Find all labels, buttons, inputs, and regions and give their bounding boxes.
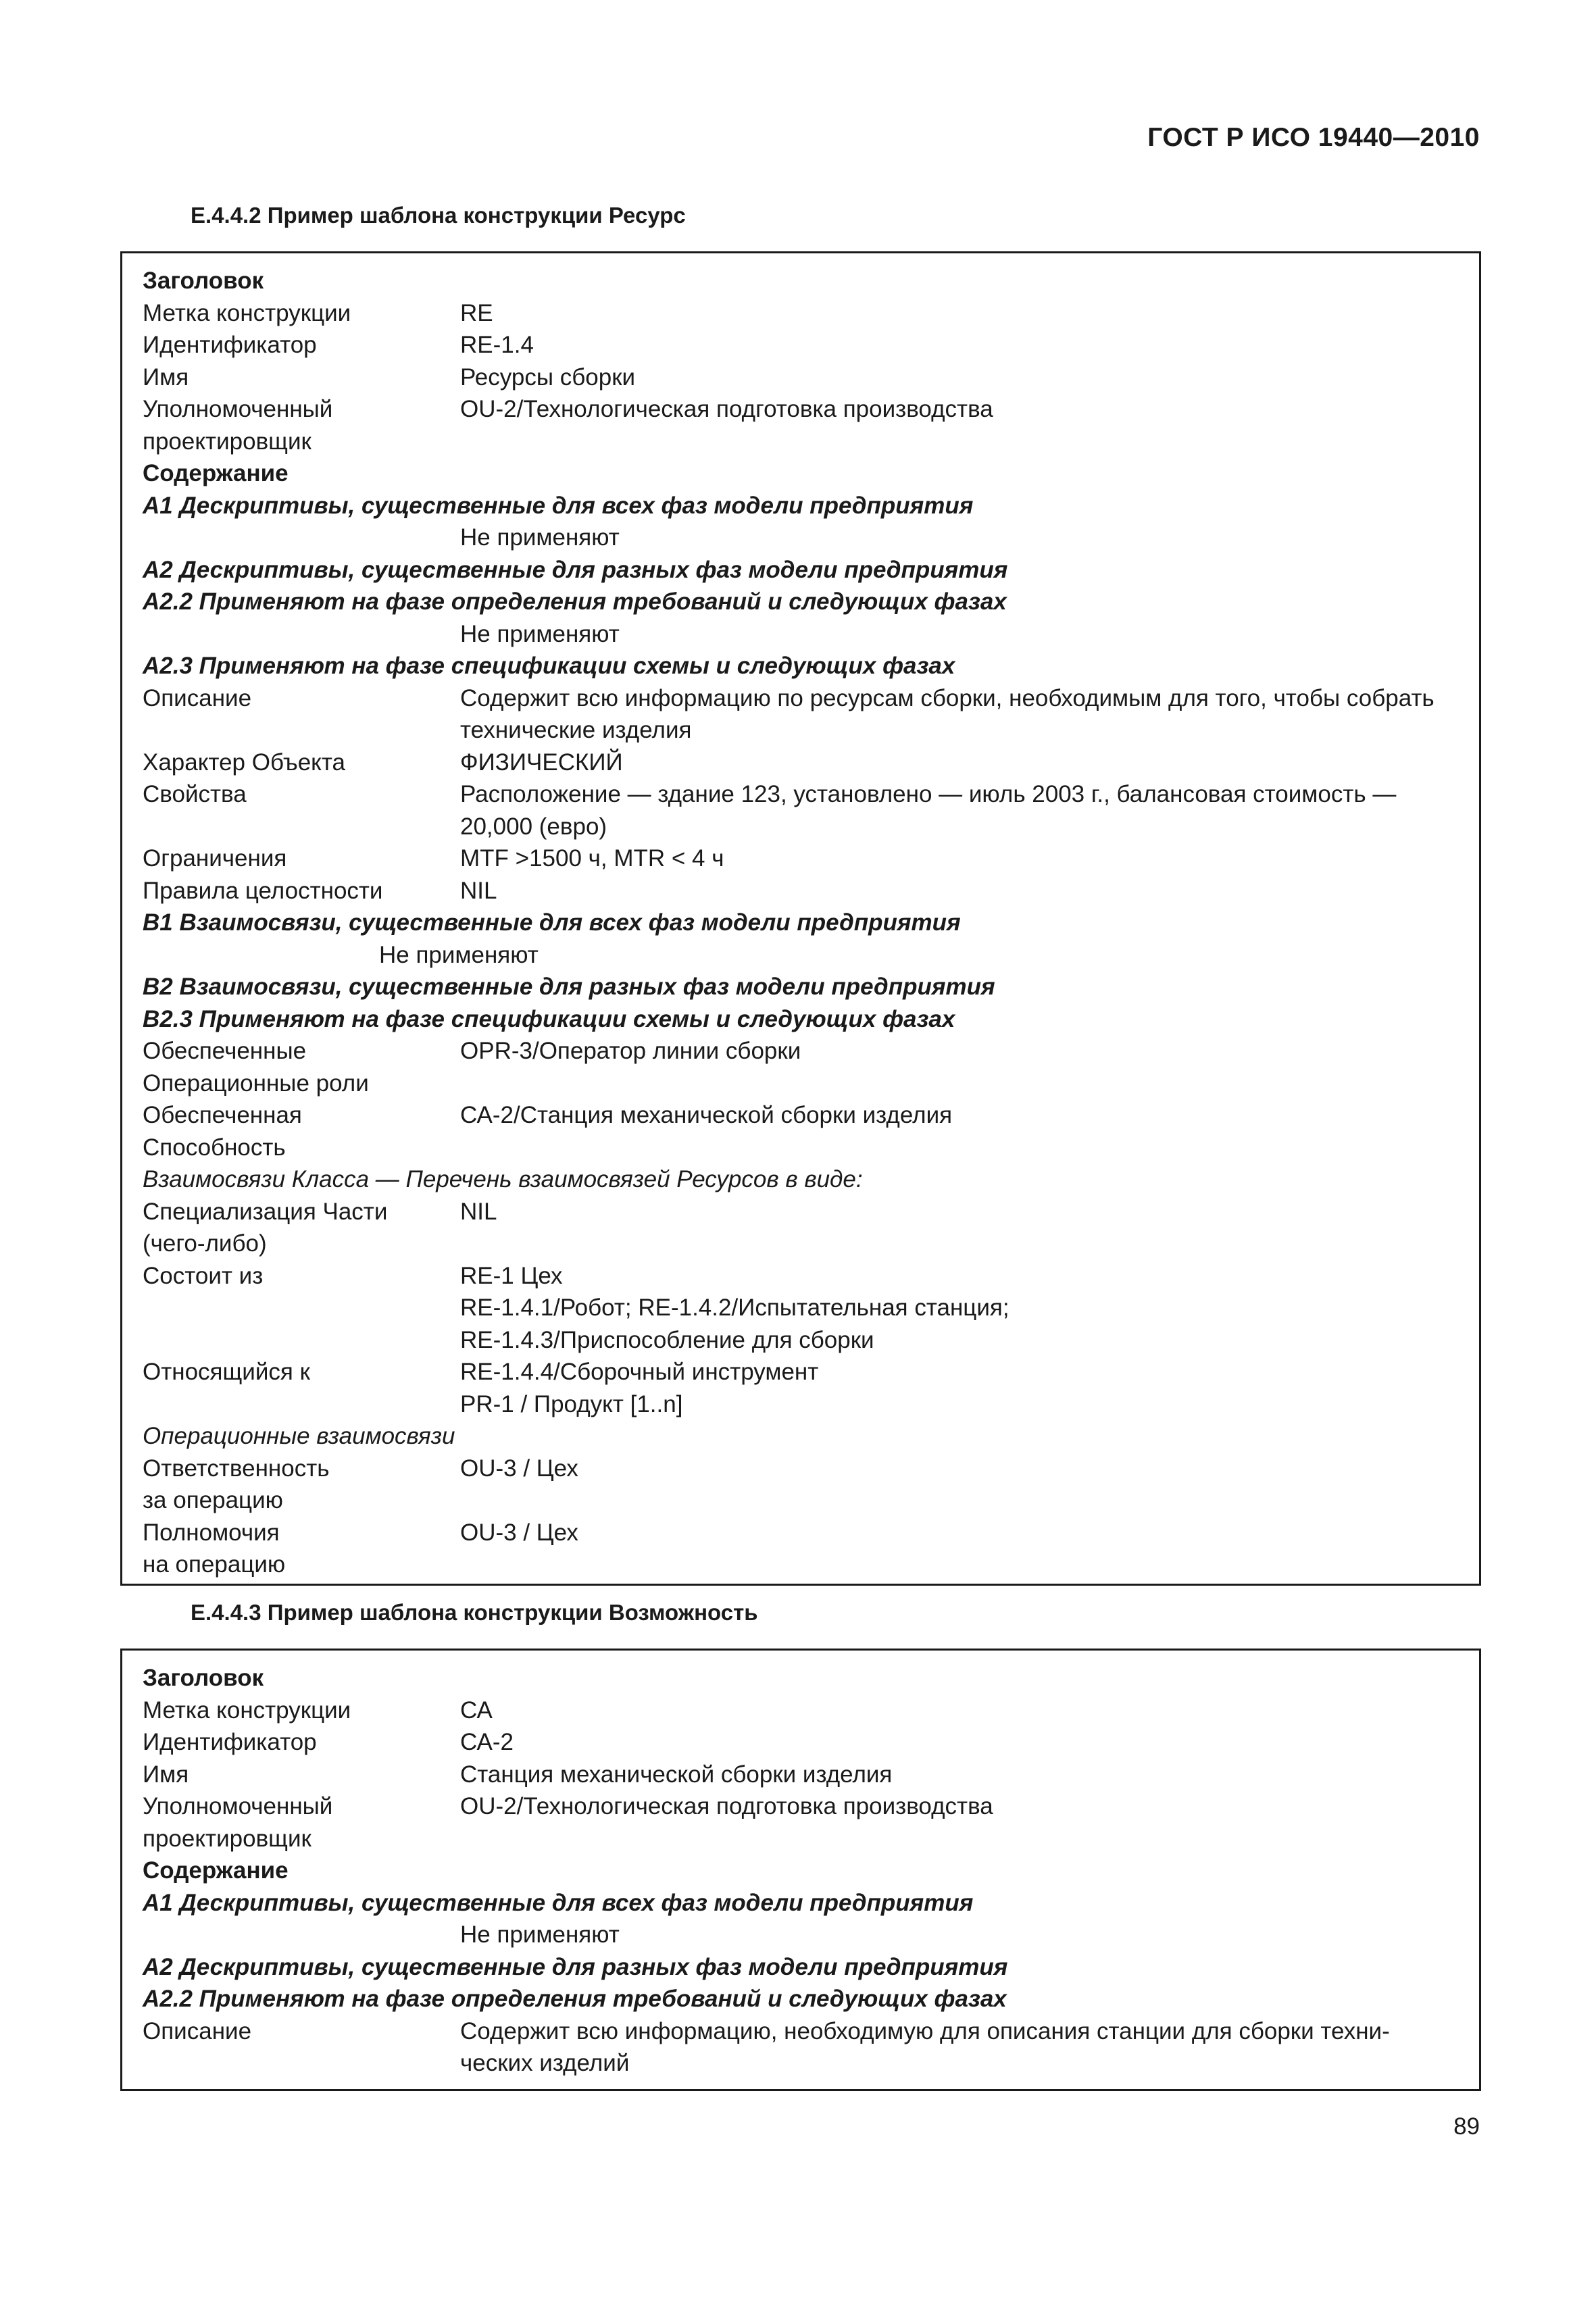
field-row — [143, 1549, 1459, 1581]
field-row — [143, 1292, 1459, 1324]
field-label: Описание — [143, 684, 252, 711]
field-value — [460, 1132, 1459, 1164]
field-label: Имя — [143, 1761, 189, 1788]
rows-group-2 — [143, 2015, 1459, 2080]
field-label: Идентификатор — [143, 332, 317, 358]
field-value: СА-2 — [460, 1729, 514, 1755]
heading-label: Заголовок — [143, 1665, 264, 1691]
field-value — [460, 1067, 1459, 1100]
field-value — [460, 1823, 1459, 1855]
field-row — [143, 842, 1459, 875]
field-row — [143, 1823, 1459, 1855]
field-row — [143, 682, 1459, 747]
field-value: OU-3 / Цех — [460, 1519, 578, 1546]
content-heading: Содержание — [143, 460, 289, 486]
operational-relations-heading: Операционные взаимосвязи — [143, 1423, 455, 1449]
page-number: 89 — [1453, 2113, 1480, 2140]
field-value: СА — [460, 1696, 493, 1724]
field-value: Содержит всю информацию по ресурсам сборки, необходимым для того, чтобы собрать технические изделия — [460, 684, 1435, 743]
a1-value: Не применяют — [460, 524, 620, 551]
resource-template-box — [120, 251, 1481, 1586]
field-row — [143, 778, 1459, 842]
field-label: Ответственность — [143, 1455, 330, 1482]
field-row — [143, 1790, 1459, 1823]
field-value: RE-1 Цех — [460, 1262, 563, 1289]
field-row — [143, 747, 1459, 779]
field-label: за операцию — [143, 1487, 283, 1513]
document-standard-header: ГОСТ Р ИСО 19440—2010 — [1147, 123, 1480, 152]
a22-value: Не применяют — [460, 620, 620, 647]
rows-group-1 — [143, 297, 1459, 458]
field-row — [143, 1453, 1459, 1485]
field-label: Метка конструкции — [143, 299, 351, 326]
field-label: Относящийся к — [143, 1359, 310, 1385]
field-value: RE — [460, 299, 493, 326]
b1-heading: В1 Взаимосвязи, существенные для всех фаз модели предприятия — [143, 909, 961, 936]
field-label — [143, 1292, 460, 1324]
field-value: RE-1.4 — [460, 332, 534, 358]
field-row — [143, 2015, 1459, 2080]
field-label: Операционные роли — [143, 1070, 369, 1097]
field-row — [143, 426, 1459, 458]
field-value: Содержит всю информацию, необходимую для описания станции для сборки техни-ческих изделий — [460, 2017, 1390, 2076]
field-row — [143, 1228, 1459, 1260]
field-label: Описание — [143, 2017, 252, 2044]
rows-group-3 — [143, 1035, 1459, 1163]
field-label: Уполномоченный — [143, 1793, 333, 1819]
field-value: ФИЗИЧЕСКИЙ — [460, 749, 623, 776]
field-label: Обеспеченная — [143, 1102, 302, 1128]
a2-heading: А2 Дескриптивы, существенные для разных фаз модели предприятия — [143, 556, 1008, 583]
field-value: OU-2/Технологическая подготовка производства — [460, 1793, 993, 1819]
b2-heading: В2 Взаимосвязи, существенные для разных фаз модели предприятия — [143, 974, 995, 1000]
rows-group-4 — [143, 1196, 1459, 1421]
field-label: проектировщик — [143, 1825, 311, 1852]
section-title-capability: Е.4.4.3 Пример шаблона конструкции Возможность — [191, 1600, 758, 1625]
a22-heading: А2.2 Применяют на фазе определения требований и следующих фазах — [143, 588, 1007, 615]
field-label: Способность — [143, 1134, 286, 1161]
field-row — [143, 1196, 1459, 1228]
field-row — [143, 1694, 1459, 1727]
field-value: RE-1.4.4/Сборочный инструмент — [460, 1359, 819, 1385]
field-value: NIL — [460, 877, 497, 904]
field-label — [143, 1388, 460, 1421]
field-value — [460, 1549, 1459, 1581]
field-label: Метка конструкции — [143, 1696, 351, 1724]
field-row — [143, 361, 1459, 394]
field-label: Полномочия — [143, 1519, 280, 1546]
field-label — [143, 1324, 460, 1357]
field-row — [143, 1388, 1459, 1421]
field-value: Расположение — здание 123, установлено — июль 2003 г., балансовая стоимость — 20,000 (евро) — [460, 781, 1397, 840]
field-label: Правила целостности — [143, 877, 383, 904]
b1-value: Не применяют — [379, 941, 539, 968]
field-row — [143, 1035, 1459, 1067]
field-label: Уполномоченный — [143, 396, 333, 422]
capability-template-box — [120, 1649, 1481, 2091]
a23-heading: А2.3 Применяют на фазе спецификации схемы и следующих фазах — [143, 653, 955, 679]
field-row — [143, 1517, 1459, 1549]
field-label: Специализация Части — [143, 1198, 388, 1225]
field-value: Станция механической сборки изделия — [460, 1761, 893, 1788]
field-row — [143, 1726, 1459, 1759]
field-value — [460, 1484, 1459, 1517]
field-value: PR-1 / Продукт [1..n] — [460, 1390, 683, 1417]
field-row — [143, 1260, 1459, 1292]
field-label: Обеспеченные — [143, 1038, 307, 1064]
a2-heading: А2 Дескриптивы, существенные для разных фаз модели предприятия — [143, 1953, 1008, 1980]
field-row — [143, 297, 1459, 330]
section-title-resource: Е.4.4.2 Пример шаблона конструкции Ресурс — [191, 203, 686, 228]
class-relations-heading: Взаимосвязи Класса — Перечень взаимосвязей Ресурсов в виде: — [143, 1166, 863, 1192]
field-label: Свойства — [143, 781, 247, 807]
b23-heading: В2.3 Применяют на фазе спецификации схемы и следующих фазах — [143, 1005, 955, 1032]
field-label: на операцию — [143, 1551, 286, 1578]
field-value — [460, 426, 1459, 458]
heading-label: Заголовок — [143, 268, 264, 294]
field-value: NIL — [460, 1198, 497, 1225]
field-value: OPR-3/Оператор линии сборки — [460, 1038, 801, 1064]
field-value: MTF >1500 ч, MTR < 4 ч — [460, 845, 724, 872]
a1-heading: А1 Дескриптивы, существенные для всех фаз модели предприятия — [143, 1889, 974, 1916]
field-label: Характер Объекта — [143, 749, 345, 776]
rows-group-5 — [143, 1453, 1459, 1581]
field-row — [143, 1324, 1459, 1357]
field-row — [143, 875, 1459, 907]
field-row — [143, 1356, 1459, 1388]
field-label: Имя — [143, 363, 189, 391]
field-row — [143, 1067, 1459, 1100]
field-row — [143, 1099, 1459, 1132]
field-value: RE-1.4.3/Приспособление для сборки — [460, 1326, 874, 1353]
field-row — [143, 393, 1459, 426]
field-label: проектировщик — [143, 428, 311, 455]
content-heading: Содержание — [143, 1857, 289, 1884]
field-value: Ресурсы сборки — [460, 363, 636, 391]
field-value — [460, 1228, 1459, 1260]
field-row — [143, 1132, 1459, 1164]
a1-value: Не применяют — [460, 1921, 620, 1948]
field-row — [143, 329, 1459, 361]
field-value: OU-2/Технологическая подготовка производства — [460, 396, 993, 422]
field-row — [143, 1484, 1459, 1517]
field-label: Ограничения — [143, 845, 287, 872]
field-value: OU-3 / Цех — [460, 1455, 578, 1482]
field-label: Состоит из — [143, 1262, 264, 1289]
field-value: RE-1.4.1/Робот; RE-1.4.2/Испытательная станция; — [460, 1294, 1009, 1321]
a1-heading: А1 Дескриптивы, существенные для всех фаз модели предприятия — [143, 492, 974, 519]
field-row — [143, 1759, 1459, 1791]
rows-group-1 — [143, 1694, 1459, 1855]
a22-heading: А2.2 Применяют на фазе определения требований и следующих фазах — [143, 1986, 1007, 2012]
field-label: Идентификатор — [143, 1729, 317, 1755]
field-label: (чего-либо) — [143, 1230, 267, 1257]
rows-group-2 — [143, 682, 1459, 907]
field-value: СА-2/Станция механической сборки изделия — [460, 1102, 953, 1128]
